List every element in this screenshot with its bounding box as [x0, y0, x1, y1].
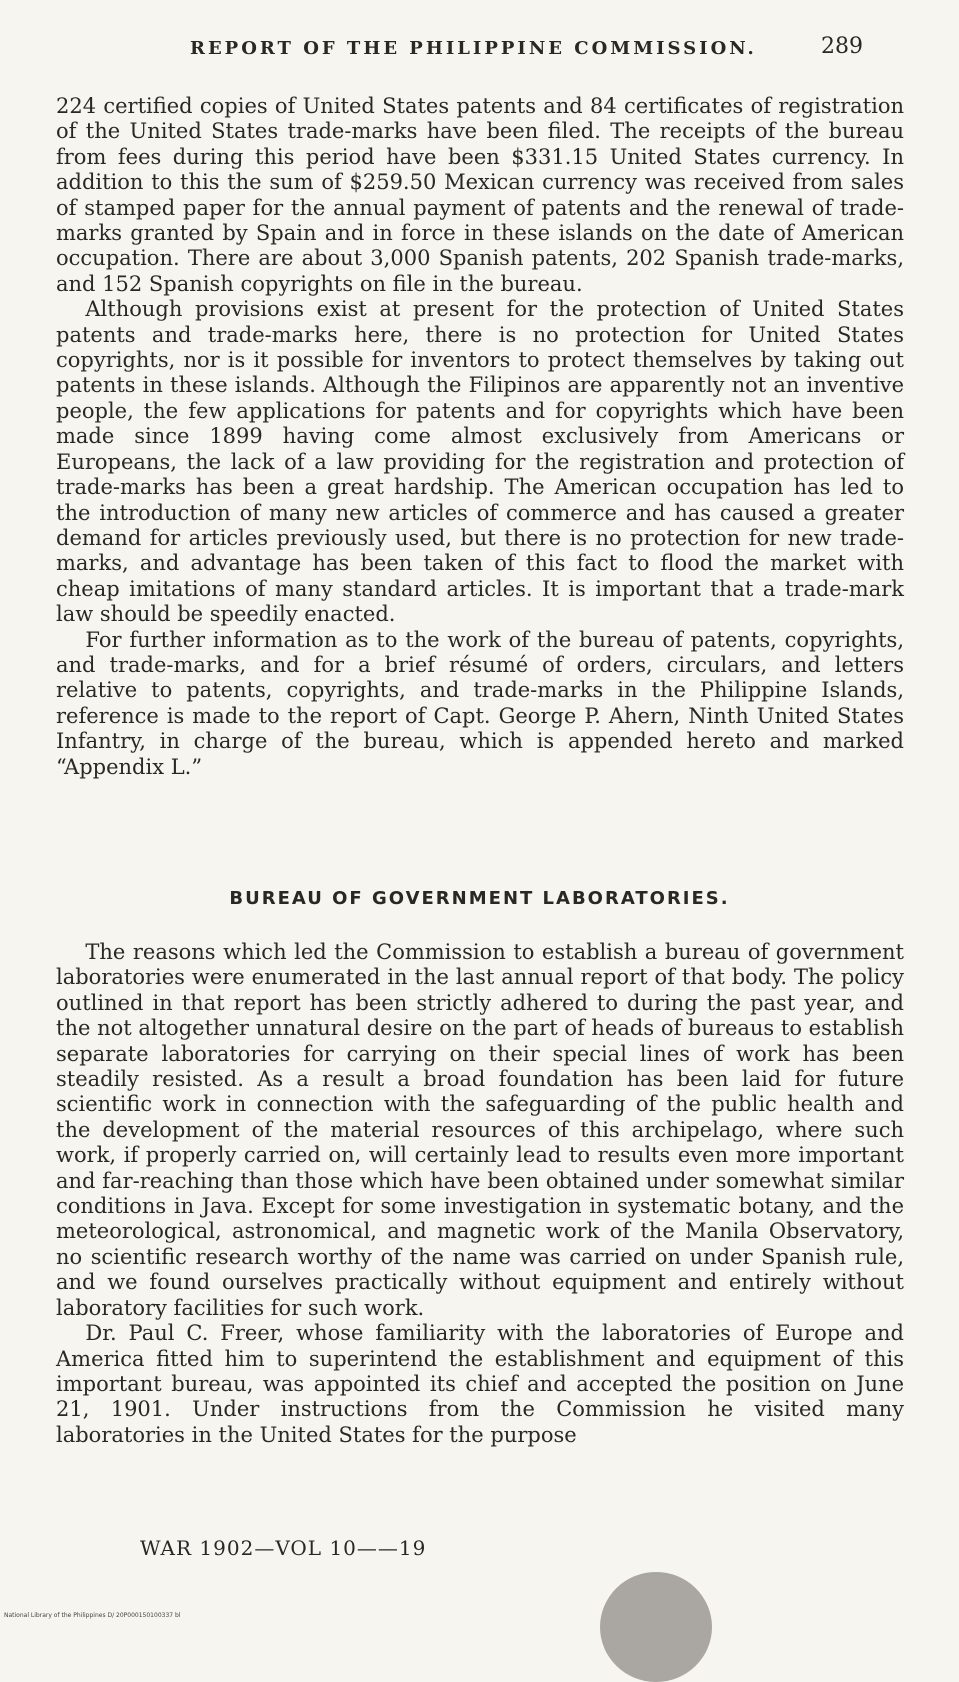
paragraph-freer-appointment: Dr. Paul C. Freer, whose familiarity with the laboratories of Europe and America fitted him to superintend the establishment and equipment of this important bureau, was appointed its chief and accepted the position on June 21, 1901. Under instructions from the Commission he visited many laboratories in the United States for the purpose: [56, 1321, 904, 1447]
body-text-laboratories: [56, 940, 904, 1448]
body-text-top: [56, 94, 904, 780]
paragraph-further-information: For further information as to the work of the bureau of patents, copyrights, and trade-marks, and for a brief résumé of orders, circulars, and letters relative to patents, copyrights, and trade-marks in the Philippine Islands, reference is made to the report of Capt. George P. Ahern, Ninth United States Infantry, in charge of the bureau, which is appended hereto and marked “Appendix L.”: [56, 627, 904, 779]
paragraph-laboratories-reasons: The reasons which led the Commission to establish a bureau of government laboratories were enumerated in the last annual report of that body. The policy outlined in that report has been strictly adhered to during the past year, and the not altogether unnatural desire on the part of heads of bureaus to establish separate laboratories for carrying on their special lines of work has been steadily resisted. As a result a broad foundation has been laid for future scientific work in connection with the safeguarding of the public health and the development of the material resources of this archipelago, where such work, if properly carried on, will certainly lead to results even more important and far-reaching than those which have been obtained under somewhat similar conditions in Java. Except for some investigation in systematic botany, and the meteorological, astronomical, and magnetic work of the Manila Observatory, no scientific research worthy of the name was carried on under Spanish rule, and we found ourselves practically without equipment and entirely without laboratory facilities for such work.: [56, 940, 904, 1320]
scan-credit: National Library of the Philippines D/ 20P000150100337 bl: [4, 1612, 181, 1619]
running-header: REPORT OF THE PHILIPPINE COMMISSION.: [190, 38, 757, 59]
paragraph-protection: Although provisions exist at present for the protection of United States patents and trade-marks here, there is no protection for United States copyrights, nor is it possible for inventors to protect themselves by taking out patents in these islands. Although the Filipinos are apparently not an inventive people, the few applications for patents and for copyrights which have been made since 1899 having come almost exclusively from Americans or Europeans, the lack of a law providing for the registration and protection of trade-marks has been a great hardship. The American occupation has led to the introduction of many new articles of commerce and has caused a greater demand for articles previously used, but there is no protection for new trade-marks, and advantage has been taken of this fact to flood the market with cheap imitations of many standard articles. It is important that a trade-mark law should be speedily enacted.: [56, 297, 904, 627]
page-number: 289: [821, 34, 863, 59]
section-heading: BUREAU OF GOVERNMENT LABORATORIES.: [229, 888, 730, 909]
paragraph-patent-filings: 224 certified copies of United States patents and 84 certificates of registration of the United States trade-marks have been filed. The receipts of the bureau from fees during this period have been $331.15 United States currency. In addition to this the sum of $259.50 Mexican currency was received from sales of stamped paper for the annual payment of patents and the renewal of trade-marks granted by Spain and in force in these islands on the date of American occupation. There are about 3,000 Spanish patents, 202 Spanish trade-marks, and 152 Spanish copyrights on file in the bureau.: [56, 94, 904, 296]
signature-mark: WAR 1902—VOL 10——19: [140, 1536, 427, 1560]
scan-thumb-shadow: [600, 1572, 712, 1682]
